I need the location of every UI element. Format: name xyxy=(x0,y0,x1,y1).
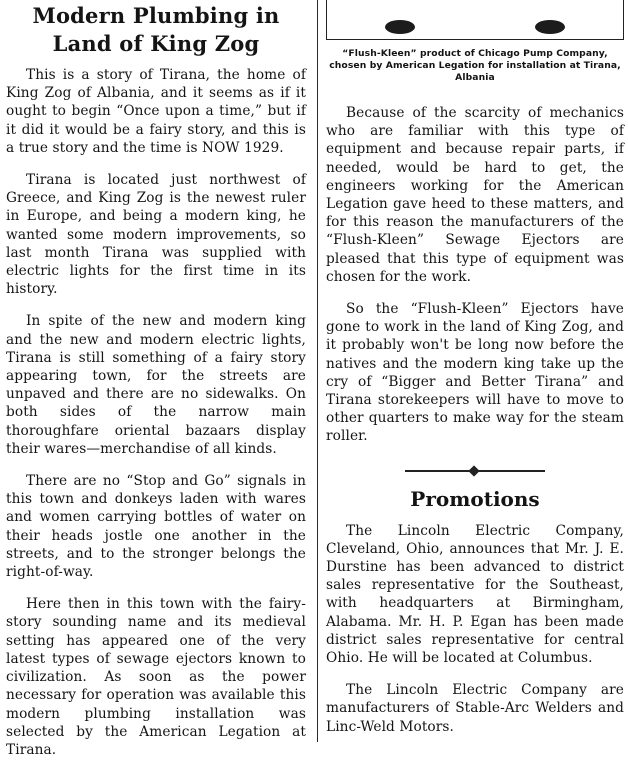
article-headline: Modern Plumbing in Land of King Zog xyxy=(32,3,280,56)
article-paragraph-6: Because of the scarcity of mechanics who are familiar with this type of equipment and because repair parts, if needed, would be hard to get, the engineers working for the American Legation gave heed to these matters, and for this reason the manufacturers of the “Flush-Kleen” Sewage Ejectors are pleased that this type of equipment was chosen for the work. xyxy=(326,105,624,285)
ejector-tank-left-icon xyxy=(385,20,415,34)
article-paragraph-3: In spite of the new and modern king and the new and modern electric lights, Tirana is still something of a fairy story appearing town, for the streets are unpaved and there are no sidewalks. On both sides of the narrow main thoroughfare oriental bazaars display their wares—merchandise of all kinds. xyxy=(6,313,306,457)
section-ornament xyxy=(405,464,545,478)
promotions-paragraph-2: The Lincoln Electric Company are manufacturers of Stable-Arc Welders and Linc-Weld Motors. xyxy=(326,682,624,735)
promotions-paragraph-1: The Lincoln Electric Company, Cleveland, Ohio, announces that Mr. J. E. Durstine has been advanced to district sales representative for the Southeast, with headquarters at Birmingham, Alabama. Mr. H. P. Egan has been made district sales representative for central Ohio. He will be located at Columbus. xyxy=(326,522,624,667)
article-paragraph-1: This is a story of Tirana, the home of King Zog of Albania, and it seems as if it ought to begin “Once upon a time,” but if it did it would be a fairy story, and this is a true story and the time is NOW 1929. xyxy=(6,67,306,156)
ornament-diamond-icon xyxy=(468,465,479,476)
ejector-tank-right-icon xyxy=(535,20,565,34)
article-paragraph-5: Here then in this town with the fairy-story sounding name and its medieval setting has appeared one of the very latest types of sewage ejectors known to civilization. As soon as the power necessary for operation was available this modern plumbing installation was selected by the American Legation at Tirana. xyxy=(6,596,306,758)
article-paragraph-2: Tirana is located just northwest of Greece, and King Zog is the newest ruler in Europe, and being a modern king, he wanted some modern improvements, so last month Tirana was supplied with electric lights for the first time in its history. xyxy=(6,172,306,298)
right-column xyxy=(326,0,624,750)
article-paragraph-4: There are no “Stop and Go” signals in this town and donkeys laden with wares and women carrying bottles of water on their heads jostle one another in the streets, and to the stronger belongs the right-of-way. xyxy=(6,473,306,581)
photo-caption: “Flush-Kleen” product of Chicago Pump Company, chosen by American Legation for installation at Tirana, Albania xyxy=(329,48,621,83)
article-paragraph-7: So the “Flush-Kleen” Ejectors have gone to work in the land of King Zog, and it probably won't be long now before the natives and the modern king take up the cry of “Bigger and Better Tirana” and Tirana storekeepers will have to move to other quarters to make way for the steam roller. xyxy=(326,301,624,445)
left-column xyxy=(6,0,306,773)
column-divider xyxy=(317,0,318,742)
product-photo xyxy=(326,0,624,40)
promotions-heading: Promotions xyxy=(410,486,540,511)
